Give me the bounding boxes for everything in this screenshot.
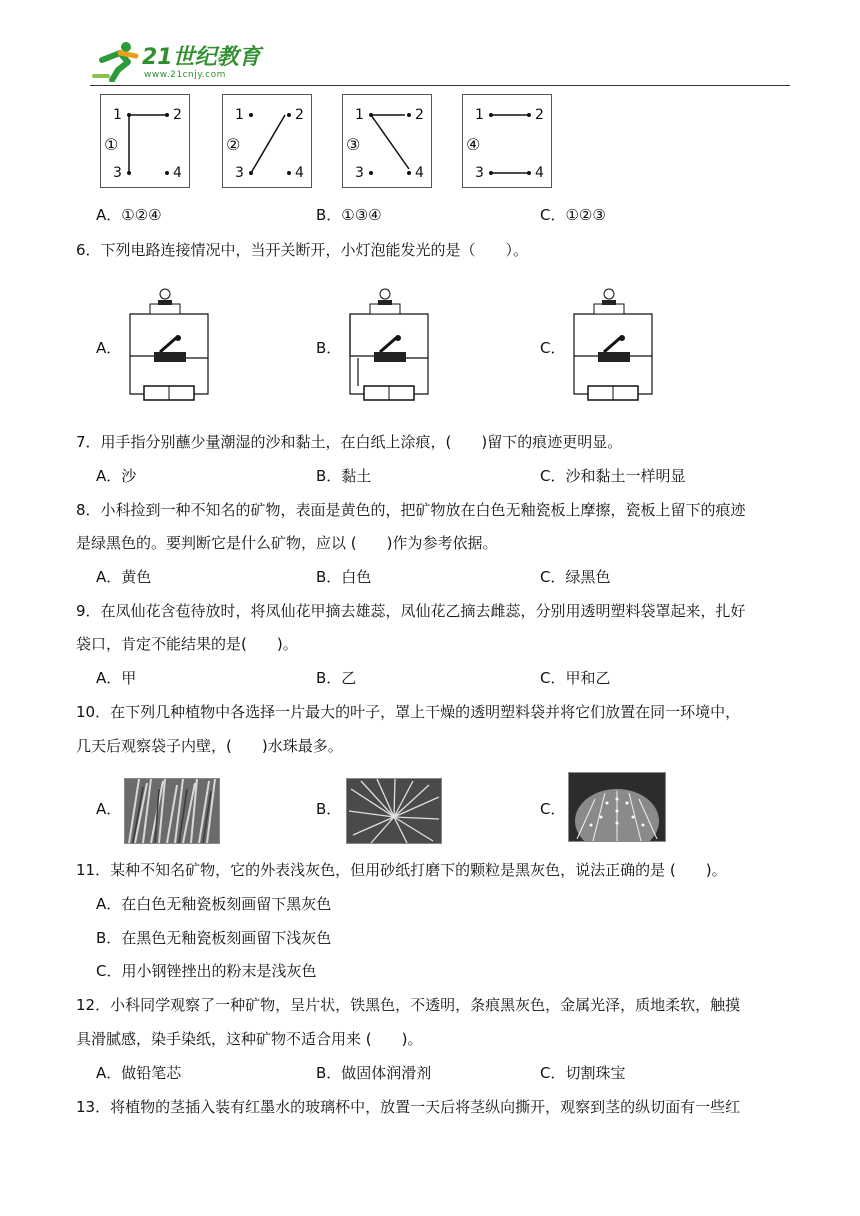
q6-option-c-label: C． bbox=[540, 339, 566, 357]
q8-option-b: B．白色 bbox=[316, 568, 372, 586]
q12-option-c: C．切割珠宝 bbox=[540, 1064, 626, 1082]
terminal-4-label: 4 bbox=[535, 165, 544, 181]
switch-icon bbox=[598, 335, 630, 362]
bulb-icon bbox=[150, 289, 180, 314]
panel-mark: ③ bbox=[346, 135, 361, 154]
q9-option-a: A．甲 bbox=[96, 669, 137, 687]
terminal-1-label: 1 bbox=[235, 107, 244, 123]
q7-option-a: A．沙 bbox=[96, 467, 137, 485]
terminal-4-label: 4 bbox=[295, 165, 304, 181]
q12-stem-line2: 具滑腻感，染手染纸，这种矿物不适合用来 ( )。 bbox=[76, 1030, 423, 1048]
q6-stem: 6．下列电路连接情况中，当开关断开，小灯泡能发光的是（ ）。 bbox=[76, 241, 529, 259]
terminal-4-label: 4 bbox=[173, 165, 182, 181]
plant-photo-grass bbox=[124, 778, 220, 844]
q8-stem-line1: 8．小科捡到一种不知名的矿物，表面是黄色的，把矿物放在白色无釉瓷板上摩擦，瓷板上留下的痕迹 bbox=[76, 501, 746, 519]
q12-stem-line1: 12．小科同学观察了一种矿物，呈片状，铁黑色，不透明，条痕黑灰色，金属光泽，质地柔软，触摸 bbox=[76, 996, 741, 1014]
q11-stem: 11．某种不知名矿物，它的外表浅灰色，但用砂纸打磨下的颗粒是黑灰色，说法正确的是 ( )。 bbox=[76, 861, 727, 879]
q7-stem: 7．用手指分别蘸少量潮湿的沙和黏土，在白纸上涂痕，( )留下的痕迹更明显。 bbox=[76, 433, 623, 451]
q9-option-b: B．乙 bbox=[316, 669, 357, 687]
circuit-diagram-b bbox=[344, 286, 434, 402]
header-rule bbox=[90, 85, 790, 86]
q8-stem-line2: 是绿黑色的。要判断它是什么矿物，应以 ( )作为参考依据。 bbox=[76, 534, 498, 552]
q11-option-c: C．用小钢锉挫出的粉末是浅灰色 bbox=[96, 962, 317, 980]
logo-url: www.21cnjy.com bbox=[144, 70, 226, 80]
wiring-panel-1 bbox=[100, 94, 190, 188]
q7-option-c: C．沙和黏土一样明显 bbox=[540, 467, 686, 485]
circuit-diagram-c bbox=[568, 286, 658, 402]
terminal-3-label: 3 bbox=[113, 165, 122, 181]
battery-icon bbox=[588, 386, 638, 400]
runner-logo-icon bbox=[92, 40, 142, 82]
terminal-2-label: 2 bbox=[173, 107, 182, 123]
plant-photo-pine bbox=[346, 778, 442, 844]
terminal-2-label: 2 bbox=[535, 107, 544, 123]
terminal-3-label: 3 bbox=[355, 165, 364, 181]
q9-option-c: C．甲和乙 bbox=[540, 669, 611, 687]
plant-photo-cactus bbox=[568, 772, 666, 842]
panel-mark: ④ bbox=[466, 135, 481, 154]
panel-mark: ② bbox=[226, 135, 241, 154]
battery-icon bbox=[144, 386, 194, 400]
terminal-2-label: 2 bbox=[415, 107, 424, 123]
q5-option-a: A．①②④ bbox=[96, 206, 162, 224]
logo bbox=[92, 40, 272, 84]
q6-option-a-label: A． bbox=[96, 339, 122, 357]
q11-option-a: A．在白色无釉瓷板刻画留下黑灰色 bbox=[96, 895, 332, 913]
circuit-diagram-a bbox=[124, 286, 214, 402]
terminal-1-label: 1 bbox=[113, 107, 122, 123]
bulb-icon bbox=[594, 289, 624, 314]
bulb-icon bbox=[370, 289, 400, 314]
q5-option-c: C．①②③ bbox=[540, 206, 606, 224]
q9-stem-line2: 袋口，肯定不能结果的是( )。 bbox=[76, 635, 298, 653]
wiring-panel-4 bbox=[462, 94, 552, 188]
wiring-panel-2 bbox=[222, 94, 312, 188]
q9-stem-line1: 9．在凤仙花含苞待放时，将凤仙花甲摘去雄蕊，凤仙花乙摘去雌蕊，分别用透明塑料袋罩起来，扎好 bbox=[76, 602, 746, 620]
q8-option-a: A．黄色 bbox=[96, 568, 152, 586]
q10-option-c-label: C． bbox=[540, 800, 566, 818]
q11-option-b: B．在黑色无釉瓷板刻画留下浅灰色 bbox=[96, 929, 332, 947]
terminal-1-label: 1 bbox=[475, 107, 484, 123]
q10-stem-line1: 10．在下列几种植物中各选择一片最大的叶子，罩上干燥的透明塑料袋并将它们放置在同一环境中， bbox=[76, 703, 741, 721]
battery-icon bbox=[364, 386, 414, 400]
q12-option-b: B．做固体润滑剂 bbox=[316, 1064, 432, 1082]
terminal-2-label: 2 bbox=[295, 107, 304, 123]
q10-option-b-label: B． bbox=[316, 800, 342, 818]
switch-icon bbox=[358, 335, 428, 386]
q10-option-a-label: A． bbox=[96, 800, 122, 818]
terminal-1-label: 1 bbox=[355, 107, 364, 123]
q10-stem-line2: 几天后观察袋子内壁，( )水珠最多。 bbox=[76, 737, 343, 755]
q7-option-b: B．黏土 bbox=[316, 467, 372, 485]
q12-option-a: A．做铅笔芯 bbox=[96, 1064, 182, 1082]
wiring-panel-3 bbox=[342, 94, 432, 188]
logo-title: 21世纪教育 bbox=[142, 45, 261, 70]
panel-mark: ① bbox=[104, 135, 119, 154]
terminal-3-label: 3 bbox=[475, 165, 484, 181]
terminal-3-label: 3 bbox=[235, 165, 244, 181]
q8-option-c: C．绿黑色 bbox=[540, 568, 611, 586]
q13-stem-line1: 13．将植物的茎插入装有红墨水的玻璃杯中，放置一天后将茎纵向撕开，观察到茎的纵切面有一些红 bbox=[76, 1098, 741, 1116]
switch-icon bbox=[130, 335, 208, 362]
q6-option-b-label: B． bbox=[316, 339, 342, 357]
terminal-4-label: 4 bbox=[415, 165, 424, 181]
q5-option-b: B．①③④ bbox=[316, 206, 382, 224]
